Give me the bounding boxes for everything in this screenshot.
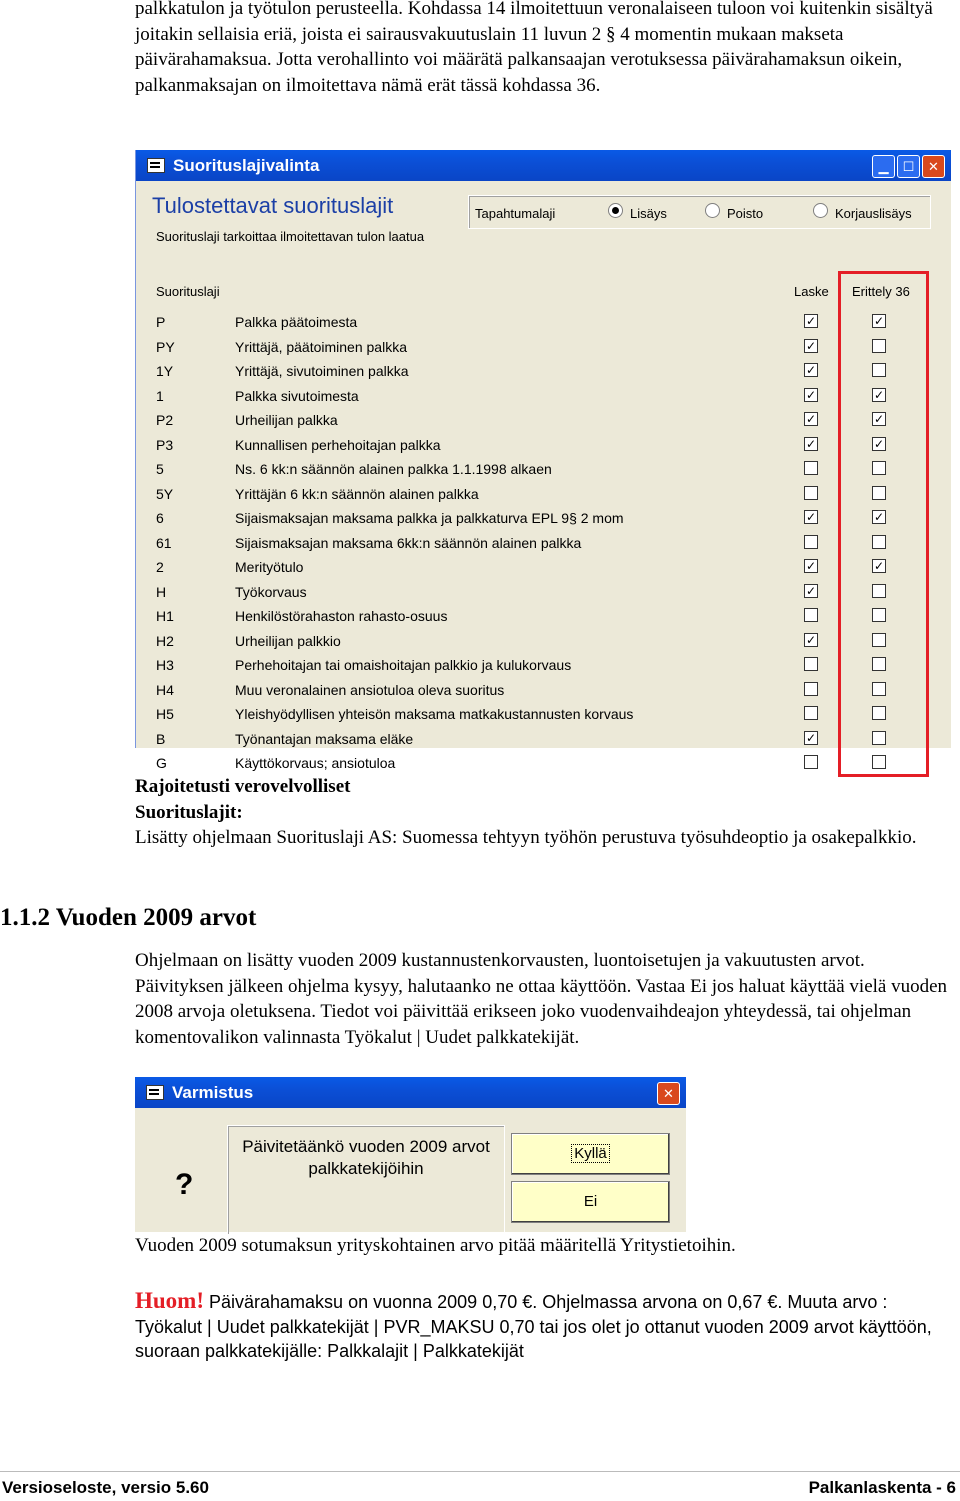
row-name: Palkka päätoimesta (235, 314, 358, 330)
suorituslajit-label: Suorituslajit: (135, 801, 243, 823)
row-code: B (156, 730, 166, 747)
laske-checkbox[interactable] (804, 706, 818, 720)
row-code: 1Y (156, 363, 174, 379)
section-paragraph: Ohjelmaan on lisätty vuoden 2009 kustannustenkorvausten, luontoisetujen ja vakuutusten arvot. Päivityksen jälkeen ohjelma kysyy, halutaanko ne ottaa käyttöön. Vastaa Ei jos haluat käyttää vielä vuoden 2008 arvoja oletuksena. Tiedot voi päivittää erikseen joko vuodenvaihdeajon yhteydessä, tai ohjelman komentovalikon valinnasta Työkalut | Uudet palkkatekijät. (135, 950, 948, 1048)
table-row (136, 703, 951, 727)
table-row (136, 385, 951, 409)
table-row (136, 630, 951, 654)
table-row (136, 532, 951, 556)
close-icon[interactable]: ✕ (657, 1082, 680, 1105)
row-code: P (156, 314, 166, 330)
huom-label: Huom! (135, 1288, 204, 1313)
dialog-title: Varmistus (172, 1082, 254, 1102)
huom-text: Päivärahamaksu on vuonna 2009 0,70 €. Ohjelmassa arvona on 0,67 €. Muuta arvo : Työkalut | Uudet palkkatekijät | PVR_MAKSU 0,70 tai jos olet jo ottanut vuoden 2009 arvot käyttöön, suoraan palkkatekijälle: Palkkalajit | Palkkatekijät (135, 1292, 932, 1361)
table-row (136, 728, 951, 752)
erittely-checkbox[interactable]: ✓ (873, 412, 885, 426)
laske-checkbox[interactable]: ✓ (805, 559, 817, 573)
dialog-message: Päivitetäänkö vuoden 2009 arvot palkkatekijöihin (242, 1137, 490, 1178)
row-name: Merityötulo (235, 559, 304, 575)
col-header-laske: Laske (794, 284, 829, 299)
rajoitetusti-text: Lisätty ohjelmaan Suorituslaji AS: Suomessa tehtyyn työhön perustuva työsuhdeoptio ja osakepalkkio. (135, 827, 917, 849)
tapahtumalaji-label: Tapahtumalaji (475, 206, 556, 221)
row-code: H3 (156, 657, 174, 673)
row-code: H5 (156, 706, 174, 722)
row-code: P3 (156, 436, 174, 453)
row-name: Yrittäjä, päätoiminen palkka (235, 338, 407, 355)
window-title: Suorituslajivalinta (173, 155, 320, 175)
erittely-checkbox[interactable]: ✓ (873, 559, 885, 573)
table-row (136, 605, 951, 629)
laske-checkbox[interactable]: ✓ (805, 583, 817, 598)
row-code: 1 (156, 387, 164, 404)
erittely-checkbox[interactable]: ✓ (873, 314, 885, 328)
close-icon[interactable]: ✕ (922, 155, 945, 178)
rajoitetusti-title: Rajoitetusti verovelvolliset (135, 776, 351, 797)
tapahtumalaji-group (468, 195, 931, 229)
row-code: G (156, 755, 167, 771)
footer-divider (0, 1471, 960, 1472)
row-code: 5Y (156, 485, 174, 502)
row-name: Henkilöstörahaston rahasto-osuus (235, 608, 448, 624)
laske-checkbox[interactable] (804, 755, 818, 769)
table-row (136, 654, 951, 678)
radio-poisto[interactable] (705, 203, 720, 218)
row-name: Muu veronalainen ansiotuloa oleva suoritus (235, 681, 505, 698)
laske-checkbox[interactable]: ✓ (805, 314, 817, 328)
form-icon (146, 1085, 164, 1100)
laske-checkbox[interactable] (804, 608, 818, 622)
yes-button-label: Kyllä (574, 1145, 607, 1162)
yes-button[interactable] (511, 1133, 670, 1175)
table-row (136, 311, 951, 335)
row-name: Perhehoitajan tai omaishoitajan palkkio ja kulukorvaus (235, 657, 572, 673)
highlight-frame (838, 271, 929, 777)
varmistus-window (135, 1077, 686, 1232)
row-name: Sijaismaksajan maksama palkka ja palkkaturva EPL 9§ 2 mom (235, 510, 624, 526)
table-row (136, 679, 951, 703)
row-code: 61 (156, 534, 172, 551)
question-icon: ? (175, 1168, 194, 1201)
table-row (136, 409, 951, 433)
row-code: 6 (156, 510, 164, 526)
row-name: Käyttökorvaus; ansiotuloa (235, 755, 396, 771)
row-code: PY (156, 338, 175, 355)
huom-note (135, 1289, 950, 1364)
dialog-titlebar (135, 1077, 686, 1108)
table-row (136, 556, 951, 580)
sotumaksu-paragraph: Vuoden 2009 sotumaksun yrityskohtainen arvo pitää määritellä Yritystietoihin. (135, 1235, 736, 1256)
row-code: H4 (156, 681, 174, 698)
row-name: Yleishyödyllisen yhteisön maksama matkakustannusten korvaus (235, 706, 634, 722)
laske-checkbox[interactable] (804, 486, 818, 500)
laske-checkbox[interactable]: ✓ (805, 632, 817, 647)
laske-checkbox[interactable]: ✓ (805, 363, 817, 377)
laske-checkbox[interactable]: ✓ (805, 436, 817, 451)
rajoitetusti-block (135, 774, 950, 851)
laske-checkbox[interactable]: ✓ (805, 338, 817, 353)
row-code: H (156, 583, 167, 600)
row-name: Yrittäjä, sivutoiminen palkka (235, 363, 409, 379)
row-code: 5 (156, 461, 164, 477)
no-button[interactable] (511, 1181, 670, 1223)
erittely-checkbox[interactable]: ✓ (873, 436, 885, 451)
laske-checkbox[interactable] (804, 461, 818, 475)
table-row (136, 581, 951, 605)
table-row (136, 458, 951, 482)
table-row (136, 336, 951, 360)
minimize-icon[interactable]: ▁ (872, 155, 895, 178)
footer-left: Versioseloste, versio 5.60 (2, 1478, 209, 1497)
row-code: P2 (156, 412, 174, 428)
form-subheading: Suorituslaji tarkoittaa ilmoitettavan tulon laatua (156, 229, 425, 244)
row-name: Palkka sivutoimesta (235, 387, 359, 404)
row-name: Työnantajan maksama eläke (235, 730, 414, 747)
row-name: Urheilijan palkka (235, 412, 338, 428)
row-name: Ns. 6 kk:n säännön alainen palkka 1.1.1998 alkaen (235, 461, 552, 477)
table-row (136, 360, 951, 384)
form-heading: Tulostettavat suorituslajit (152, 193, 394, 218)
row-name: Työkorvaus (235, 583, 307, 600)
laske-checkbox[interactable] (804, 657, 818, 671)
laske-checkbox[interactable] (804, 682, 818, 696)
radio-label-poisto: Poisto (727, 206, 764, 221)
laske-checkbox[interactable]: ✓ (805, 510, 817, 524)
col-header-erittely: Erittely 36 (852, 284, 910, 299)
row-name: Urheilijan palkkio (235, 632, 341, 649)
radio-label-korjauslisays: Korjauslisäys (835, 206, 912, 221)
intro-paragraph: palkkatulon ja työtulon perusteella. Kohdassa 14 ilmoitettuun veronalaiseen tuloon voi kuitenkin sisältyä joitakin sellaisia eriä, joista ei sairausvakuutuslain 11 luvun 2 § 4 momentin mukaan makseta päivärahamaksua. Jotta verohallinto voi määrätä palkansaajan verotuksessa päivärahamaksun oikein, palkanmaksajan on ilmoitettava nämä erät tässä kohdassa 36. (135, 0, 933, 96)
table-row (136, 483, 951, 507)
table-row (136, 434, 951, 458)
erittely-checkbox[interactable]: ✓ (873, 510, 885, 524)
suorituslajivalinta-window (135, 150, 951, 771)
laske-checkbox[interactable]: ✓ (805, 387, 817, 402)
table-row (136, 752, 951, 776)
row-name: Yrittäjän 6 kk:n säännön alainen palkka (235, 485, 479, 502)
table-row (136, 507, 951, 531)
radio-label-lisays: Lisäys (630, 206, 667, 221)
window-titlebar (136, 150, 951, 181)
form-icon (147, 158, 165, 173)
laske-checkbox[interactable]: ✓ (805, 730, 817, 745)
erittely-checkbox[interactable]: ✓ (873, 387, 885, 402)
footer-right: Palkanlaskenta - 6 (808, 1478, 956, 1497)
laske-checkbox[interactable]: ✓ (805, 412, 817, 426)
maximize-icon[interactable]: ☐ (897, 155, 920, 178)
message-box (227, 1125, 505, 1235)
section-heading: 1.1.2 Vuoden 2009 arvot (0, 904, 257, 931)
row-code: 2 (156, 559, 164, 575)
row-name: Sijaismaksajan maksama 6kk:n säännön alainen palkka (235, 534, 582, 551)
row-code: H1 (156, 608, 174, 624)
laske-checkbox[interactable] (804, 535, 818, 549)
no-button-label: Ei (583, 1193, 598, 1210)
col-header-suorituslaji: Suorituslaji (156, 284, 220, 299)
row-name: Kunnallisen perhehoitajan palkka (235, 436, 441, 453)
radio-lisays[interactable] (608, 203, 623, 218)
row-code: H2 (156, 632, 174, 649)
radio-korjauslisays[interactable] (813, 203, 828, 218)
